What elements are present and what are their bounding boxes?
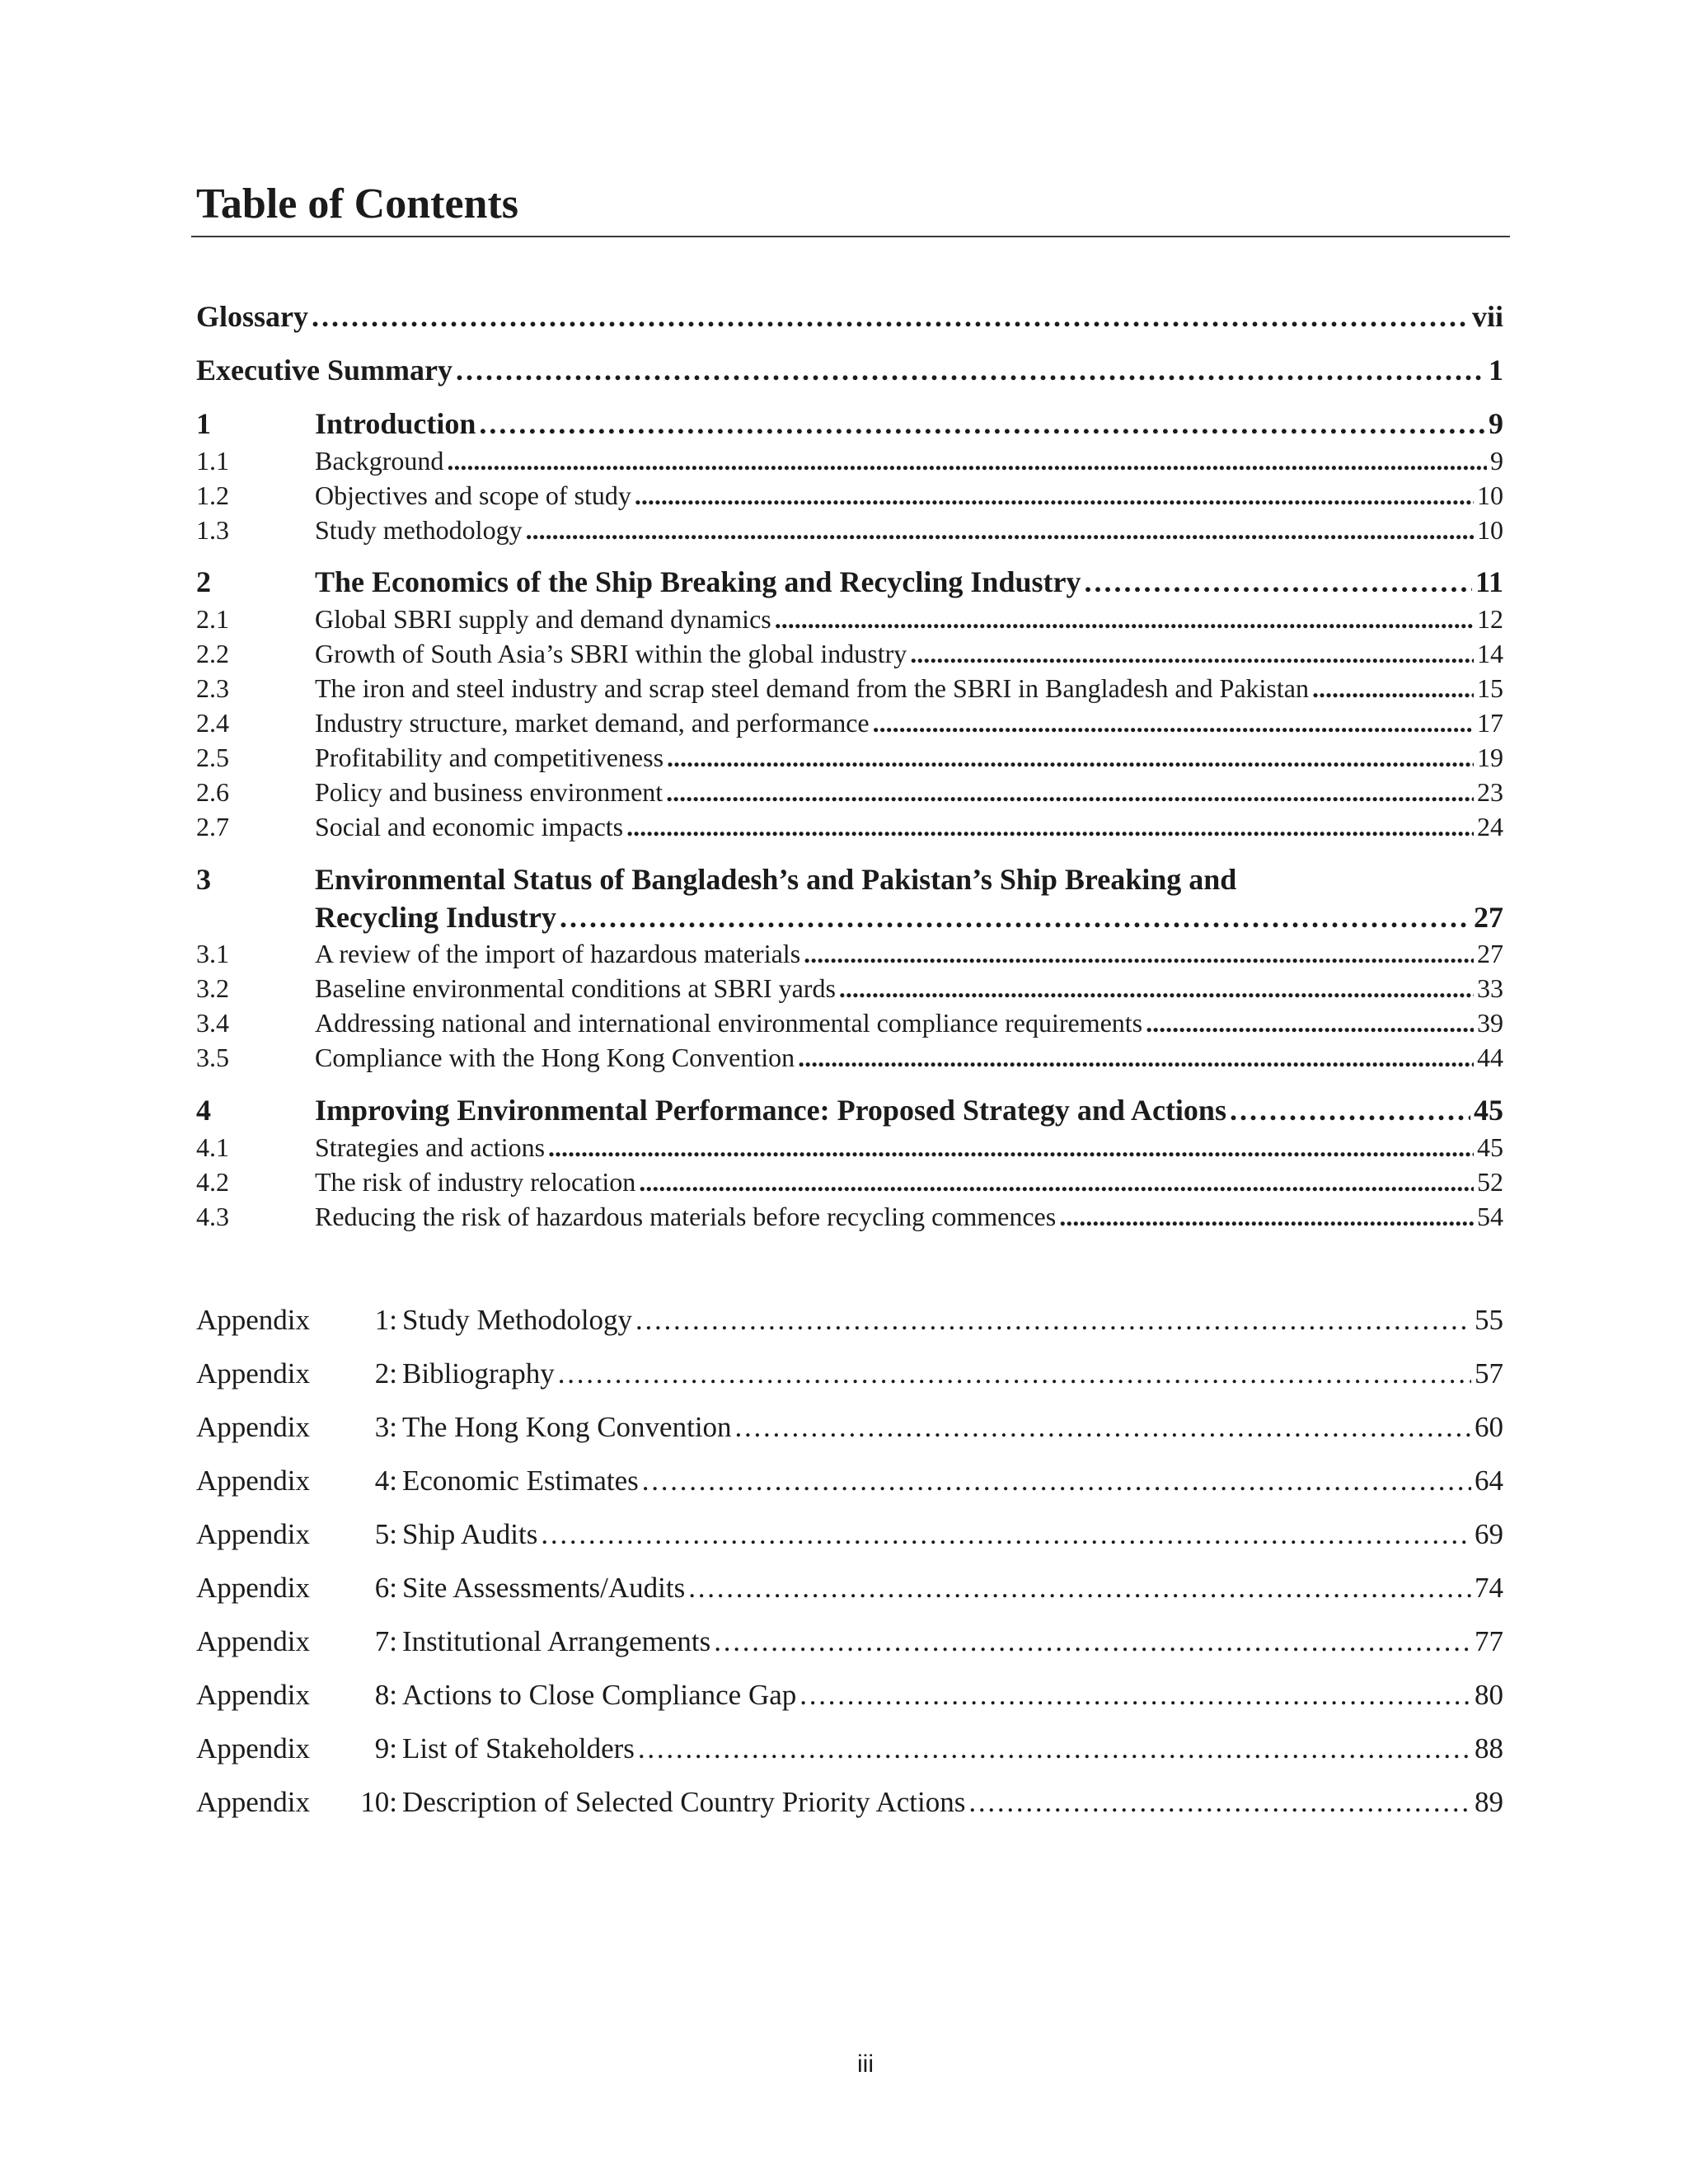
section-page: 14 <box>1477 639 1503 668</box>
section-page: 10 <box>1477 480 1503 510</box>
dot-leader <box>666 777 1474 808</box>
section-page: 12 <box>1477 604 1503 634</box>
chapter-title: The Economics of the Ship Breaking and Recycling Industry <box>315 565 1081 598</box>
toc-chapter-3-continued[interactable] <box>196 900 1503 935</box>
page-title: Table of Contents <box>196 180 519 227</box>
section-page: 33 <box>1477 973 1503 1003</box>
dot-leader <box>541 1518 1471 1551</box>
appendix-page: 74 <box>1475 1572 1503 1604</box>
appendix-number: 5: <box>374 1518 397 1550</box>
appendix-number: 9: <box>374 1732 397 1765</box>
toc-section[interactable] <box>196 708 1503 738</box>
section-number: 3.2 <box>196 973 229 1003</box>
section-label: Growth of South Asia’s SBRI within the global industry <box>315 639 907 668</box>
chapter-number: 2 <box>196 565 211 598</box>
chapter-page: 27 <box>1474 901 1503 934</box>
chapter-title: Introduction <box>315 407 476 440</box>
entry-label: Glossary <box>196 300 309 333</box>
section-label: Reducing the risk of hazardous materials before recycling commences <box>315 1202 1057 1231</box>
toc-section[interactable] <box>196 939 1503 969</box>
toc-appendix[interactable] <box>196 1679 1503 1712</box>
section-number: 2.1 <box>196 604 229 634</box>
appendix-page: 80 <box>1475 1679 1503 1711</box>
appendix-number: 3: <box>374 1411 397 1443</box>
dot-leader <box>688 1572 1471 1605</box>
chapter-title: Improving Environmental Performance: Proposed Strategy and Actions <box>315 1094 1226 1127</box>
toc-appendix[interactable] <box>196 1465 1503 1497</box>
section-label: Industry structure, market demand, and performance <box>315 708 870 738</box>
toc-section[interactable] <box>196 1043 1503 1073</box>
section-number: 1.1 <box>196 446 229 476</box>
appendix-word: Appendix <box>196 1411 311 1443</box>
footer-page-number: iii <box>857 2050 874 2078</box>
dot-leader <box>1146 1008 1474 1038</box>
dot-leader <box>447 446 1487 476</box>
toc-appendix[interactable] <box>196 1518 1503 1551</box>
toc-chapter-3[interactable] <box>196 862 1503 897</box>
appendix-page: 69 <box>1475 1518 1503 1550</box>
section-label: A review of the import of hazardous materials <box>315 939 801 968</box>
toc-section[interactable] <box>196 1202 1503 1232</box>
dot-leader <box>873 708 1474 738</box>
appendix-page: 64 <box>1475 1465 1503 1497</box>
appendix-page: 55 <box>1475 1304 1503 1336</box>
section-page: 39 <box>1477 1008 1503 1038</box>
dot-leader <box>558 1357 1471 1390</box>
entry-page: 1 <box>1489 354 1503 387</box>
section-page: 17 <box>1477 708 1503 738</box>
section-page: 45 <box>1477 1132 1503 1162</box>
dot-leader <box>910 639 1474 669</box>
appendix-label: Study Methodology <box>402 1304 633 1336</box>
dot-leader <box>714 1625 1471 1658</box>
appendix-number: 10: <box>360 1786 397 1818</box>
appendix-word: Appendix <box>196 1625 311 1657</box>
section-page: 54 <box>1477 1202 1503 1231</box>
toc-entry-executive-summary[interactable] <box>196 353 1503 387</box>
toc-section[interactable] <box>196 973 1503 1004</box>
dot-leader <box>642 1465 1471 1497</box>
toc-section[interactable] <box>196 743 1503 773</box>
section-number: 2.2 <box>196 639 229 668</box>
chapter-page: 9 <box>1489 407 1503 440</box>
dot-leader <box>479 406 1485 441</box>
section-page: 19 <box>1477 743 1503 772</box>
appendix-number: 8: <box>374 1679 397 1711</box>
toc-section[interactable] <box>196 673 1503 704</box>
appendix-page: 88 <box>1475 1732 1503 1765</box>
dot-leader <box>775 604 1474 635</box>
appendix-label: Bibliography <box>402 1357 555 1390</box>
toc-section[interactable] <box>196 1167 1503 1197</box>
appendix-page: 60 <box>1475 1411 1503 1443</box>
toc-chapter-1[interactable] <box>196 406 1503 441</box>
dot-leader <box>638 1732 1471 1765</box>
toc-appendix[interactable] <box>196 1786 1503 1819</box>
toc-section[interactable] <box>196 1008 1503 1038</box>
toc-section[interactable] <box>196 777 1503 808</box>
toc-chapter-2[interactable] <box>196 565 1503 599</box>
appendix-word: Appendix <box>196 1518 311 1550</box>
appendix-label: The Hong Kong Convention <box>402 1411 732 1443</box>
section-page: 9 <box>1490 446 1503 476</box>
appendix-word: Appendix <box>196 1572 311 1604</box>
dot-leader <box>312 299 1469 334</box>
appendix-label: Description of Selected Country Priority Actions <box>402 1786 966 1818</box>
section-label: The iron and steel industry and scrap steel demand from the SBRI in Bangladesh and Pakistan <box>315 673 1309 703</box>
chapter-number: 3 <box>196 863 211 896</box>
section-number: 1.3 <box>196 515 229 545</box>
appendix-label: Ship Audits <box>402 1518 538 1550</box>
section-number: 4.2 <box>196 1167 229 1197</box>
appendix-page: 77 <box>1475 1625 1503 1657</box>
chapter-title-line2: Recycling Industry <box>315 901 557 934</box>
dot-leader <box>526 515 1474 546</box>
section-number: 1.2 <box>196 480 229 510</box>
toc-section[interactable] <box>196 480 1503 511</box>
section-number: 4.3 <box>196 1202 229 1231</box>
section-page: 52 <box>1477 1167 1503 1197</box>
chapter-page: 45 <box>1474 1094 1503 1127</box>
dot-leader <box>1230 1093 1470 1127</box>
dot-leader <box>968 1786 1471 1819</box>
section-label: Compliance with the Hong Kong Convention <box>315 1043 795 1072</box>
dot-leader <box>799 1679 1471 1712</box>
toc-appendix[interactable] <box>196 1411 1503 1444</box>
section-page: 24 <box>1477 812 1503 841</box>
entry-page: vii <box>1471 300 1503 333</box>
section-page: 23 <box>1477 777 1503 807</box>
section-label: Strategies and actions <box>315 1132 546 1162</box>
dot-leader <box>639 1167 1474 1197</box>
toc-section[interactable] <box>196 639 1503 669</box>
dot-leader <box>548 1132 1474 1163</box>
chapter-page: 11 <box>1475 565 1503 598</box>
dot-leader <box>839 973 1474 1004</box>
appendix-page: 57 <box>1475 1357 1503 1390</box>
dot-leader <box>626 812 1474 842</box>
appendix-number: 1: <box>374 1304 397 1336</box>
dot-leader <box>1312 673 1474 704</box>
dot-leader <box>804 939 1474 969</box>
section-label: Baseline environmental conditions at SBRI yards <box>315 973 836 1003</box>
section-number: 3.4 <box>196 1008 229 1038</box>
section-label: Global SBRI supply and demand dynamics <box>315 604 771 634</box>
appendix-label: Economic Estimates <box>402 1465 639 1497</box>
chapter-number: 4 <box>196 1094 211 1127</box>
dot-leader <box>798 1043 1474 1073</box>
toc-section[interactable] <box>196 446 1503 476</box>
dot-leader <box>667 743 1474 773</box>
chapter-title-line1: Environmental Status of Bangladesh’s and Pakistan’s Ship Breaking and <box>315 863 1237 896</box>
toc-section[interactable] <box>196 1132 1503 1163</box>
section-page: 15 <box>1477 673 1503 703</box>
appendix-word: Appendix <box>196 1357 311 1390</box>
appendix-number: 2: <box>374 1357 397 1390</box>
section-label: Study methodology <box>315 515 523 545</box>
section-page: 44 <box>1477 1043 1503 1072</box>
dot-leader <box>635 480 1474 511</box>
dot-leader <box>1084 565 1472 599</box>
toc-section[interactable] <box>196 604 1503 635</box>
dot-leader <box>735 1411 1471 1444</box>
toc-section[interactable] <box>196 812 1503 842</box>
title-rule <box>191 236 1510 237</box>
chapter-number: 1 <box>196 407 211 440</box>
section-label: Addressing national and international environmental compliance requirements <box>315 1008 1143 1038</box>
dot-leader <box>560 900 1470 935</box>
section-number: 2.6 <box>196 777 229 807</box>
appendix-word: Appendix <box>196 1732 311 1765</box>
toc-appendix[interactable] <box>196 1732 1503 1765</box>
toc-entry-glossary[interactable] <box>196 299 1503 334</box>
section-label: The risk of industry relocation <box>315 1167 636 1197</box>
section-number: 2.4 <box>196 708 229 738</box>
section-label: Objectives and scope of study <box>315 480 631 510</box>
section-label: Profitability and competitiveness <box>315 743 664 772</box>
section-page: 10 <box>1477 515 1503 545</box>
section-label: Social and economic impacts <box>315 812 624 841</box>
toc-appendix[interactable] <box>196 1357 1503 1390</box>
toc-chapter-4[interactable] <box>196 1093 1503 1127</box>
section-page: 27 <box>1477 939 1503 968</box>
appendix-word: Appendix <box>196 1465 311 1497</box>
appendix-label: Actions to Close Compliance Gap <box>402 1679 797 1711</box>
section-number: 2.5 <box>196 743 229 772</box>
appendix-number: 6: <box>374 1572 397 1604</box>
entry-label: Executive Summary <box>196 354 452 387</box>
appendix-label: Site Assessments/Audits <box>402 1572 686 1604</box>
appendix-word: Appendix <box>196 1304 311 1336</box>
toc-appendix[interactable] <box>196 1625 1503 1658</box>
appendix-label: List of Stakeholders <box>402 1732 635 1765</box>
toc-section[interactable] <box>196 515 1503 546</box>
section-label: Background <box>315 446 444 476</box>
toc-appendix[interactable] <box>196 1304 1503 1337</box>
appendix-page: 89 <box>1475 1786 1503 1818</box>
section-number: 3.1 <box>196 939 229 968</box>
section-number: 2.7 <box>196 812 229 841</box>
dot-leader <box>1059 1202 1474 1232</box>
appendix-word: Appendix <box>196 1679 311 1711</box>
dot-leader <box>456 353 1485 387</box>
appendix-number: 7: <box>374 1625 397 1657</box>
dot-leader <box>635 1304 1471 1337</box>
toc-appendix[interactable] <box>196 1572 1503 1605</box>
section-number: 3.5 <box>196 1043 229 1072</box>
section-number: 2.3 <box>196 673 229 703</box>
appendix-label: Institutional Arrangements <box>402 1625 711 1657</box>
section-number: 4.1 <box>196 1132 229 1162</box>
section-label: Policy and business environment <box>315 777 663 807</box>
appendix-word: Appendix <box>196 1786 311 1818</box>
appendix-number: 4: <box>374 1465 397 1497</box>
